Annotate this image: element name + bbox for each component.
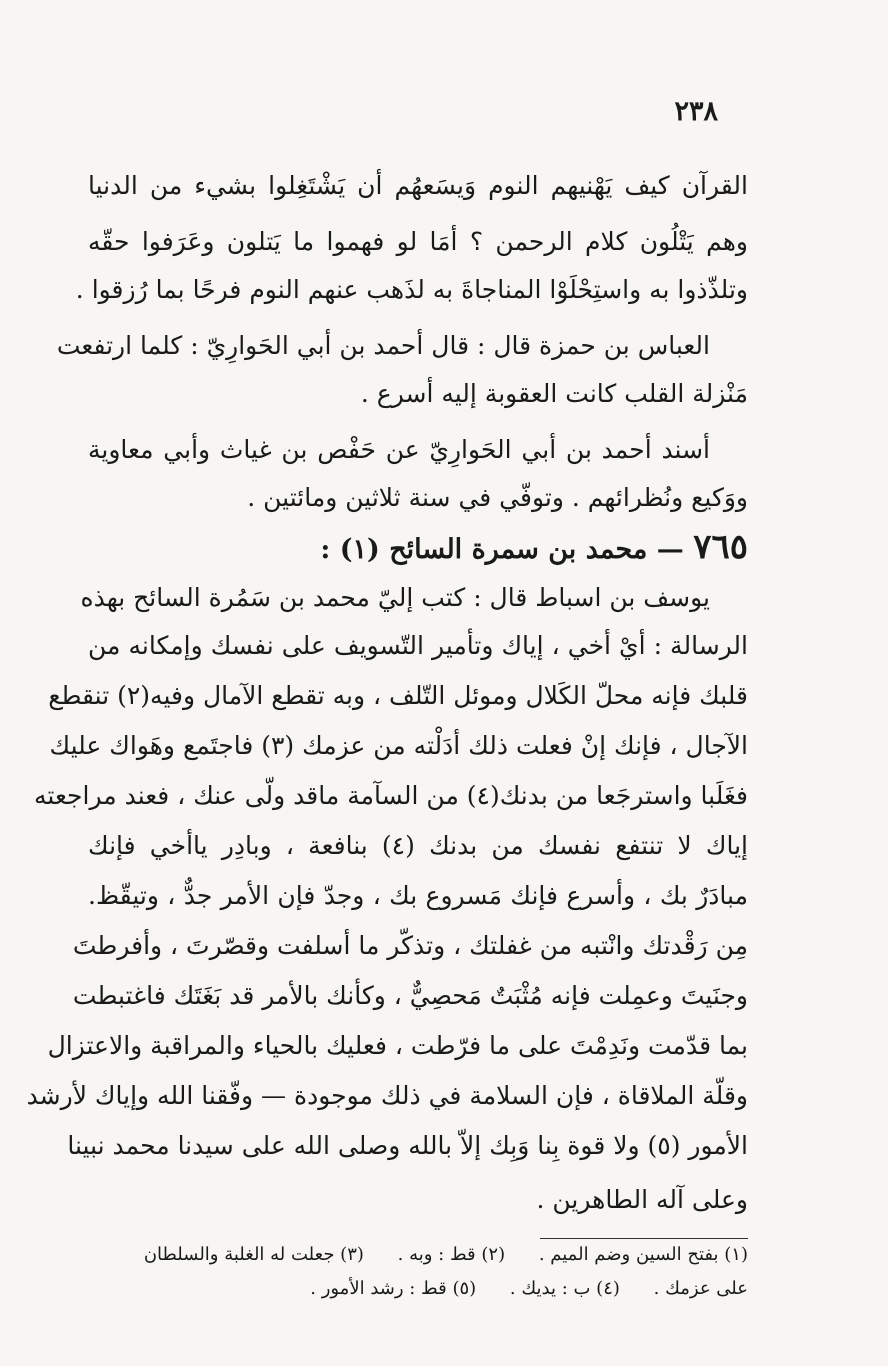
footnote: (١) بفتح السين وضم الميم .: [538, 1244, 748, 1265]
text-line: أسند أحمد بن أبي الحَوارِيّ عن حَفْص بن غياث وأبي معاوية: [88, 435, 710, 464]
text-line: يوسف بن اسباط قال : كتب إليّ محمد بن سَمُرة السائح بهذه: [80, 583, 710, 612]
text-line: وهم يَتْلُون كلام الرحمن ؟ أمَا لو فهموا ما يَتلون وعَرَفوا حقّه: [88, 227, 748, 256]
footnote: (٣) جعلت له الغلبة والسلطان: [143, 1244, 364, 1265]
footnote: (٥) قط : رشد الأمور .: [310, 1278, 477, 1299]
text-line: قلبك فإنه محلّ الكَلال وموئل التّلف ، وبه تقطع الآمال وفيه(٢) تنقطع: [48, 681, 748, 710]
text-line: العباس بن حمزة قال : قال أحمد بن أبي الحَوارِيّ : كلما ارتفعت: [56, 331, 710, 360]
text-line: مِن رَقْدتك وانْتبه من غفلتك ، وتذكّر ما أسلفت وقصّرتَ ، وأفرطتَ: [72, 931, 748, 960]
text-line: وتلذّذوا به واستِحْلَوْا المناجاةَ به لذَهب عنهم النوم فرحًا بما رُزقوا .: [75, 275, 748, 304]
text-line: فغَلَبا واسترجَعا من بدنك(٤) من السآمة ماقد ولّى عنك ، فعند مراجعته: [34, 781, 748, 810]
footnote: (٤) ب : يديك .: [509, 1278, 620, 1299]
text-line: القرآن كيف يَهْنيهم النوم وَيسَعهُم أن يَشْتَغِلوا بشيء من الدنيا: [88, 171, 748, 200]
entry-title: — محمد بن سمرة السائح (١) :: [320, 534, 684, 565]
footnote: على عزمك .: [653, 1278, 748, 1299]
text-line: إياك لا تنتفع نفسك من بدنك (٤) بنافعة ، وبادِر ياأخي فإنك: [88, 831, 748, 860]
text-line: وجنَيتَ وعمِلت فإنه مُثْبَتٌ مَحصِيٌّ ، وكأنك بالأمر قد بَغَتَك فاغتبطت: [72, 981, 748, 1010]
text-line: بما قدّمت ونَدِمْتَ على ما فرّطت ، فعليك بالحياء والمراقبة والاعتزال: [47, 1031, 748, 1060]
text-line: مَنْزلة القلب كانت العقوبة إليه أسرع .: [360, 379, 748, 408]
text-line: الآجال ، فإنك إنْ فعلت ذلك أدَلْته من عزمك (٣) فاجتَمع وهَواك عليك: [49, 731, 748, 760]
text-line: ووَكيع ونُظرائهم . وتوفّي في سنة ثلاثين ومائتين .: [247, 483, 748, 512]
text-line: وعلى آله الطاهرين .: [536, 1185, 748, 1214]
page-number: ٢٣٨: [674, 96, 718, 127]
text-line: وقلّة الملاقاة ، فإن السلامة في ذلك موجودة — وفّقنا الله وإياك لأرشد: [26, 1081, 748, 1110]
footnote-line: [110, 1274, 748, 1304]
text-line: الأمور (٥) ولا قوة بِنا وَبِك إلاّ بالله وصلى الله على سيدنا محمد نبينا: [67, 1131, 748, 1160]
footnote-divider: [540, 1238, 748, 1239]
entry-number: ٧٦٥: [693, 527, 748, 567]
entry-heading: [320, 527, 748, 570]
footnote: (٢) قط : وبه .: [397, 1244, 506, 1265]
text-line: مبادَرٌ بك ، وأسرع فإنك مَسروع بك ، وجدّ فإن الأمر جدٌّ ، وتيقّظ.: [88, 881, 748, 910]
text-line: الرسالة : أيْ أخي ، إياك وتأمير التّسويف على نفسك وإمكانه من: [88, 631, 748, 660]
footnote-line: [110, 1240, 748, 1270]
